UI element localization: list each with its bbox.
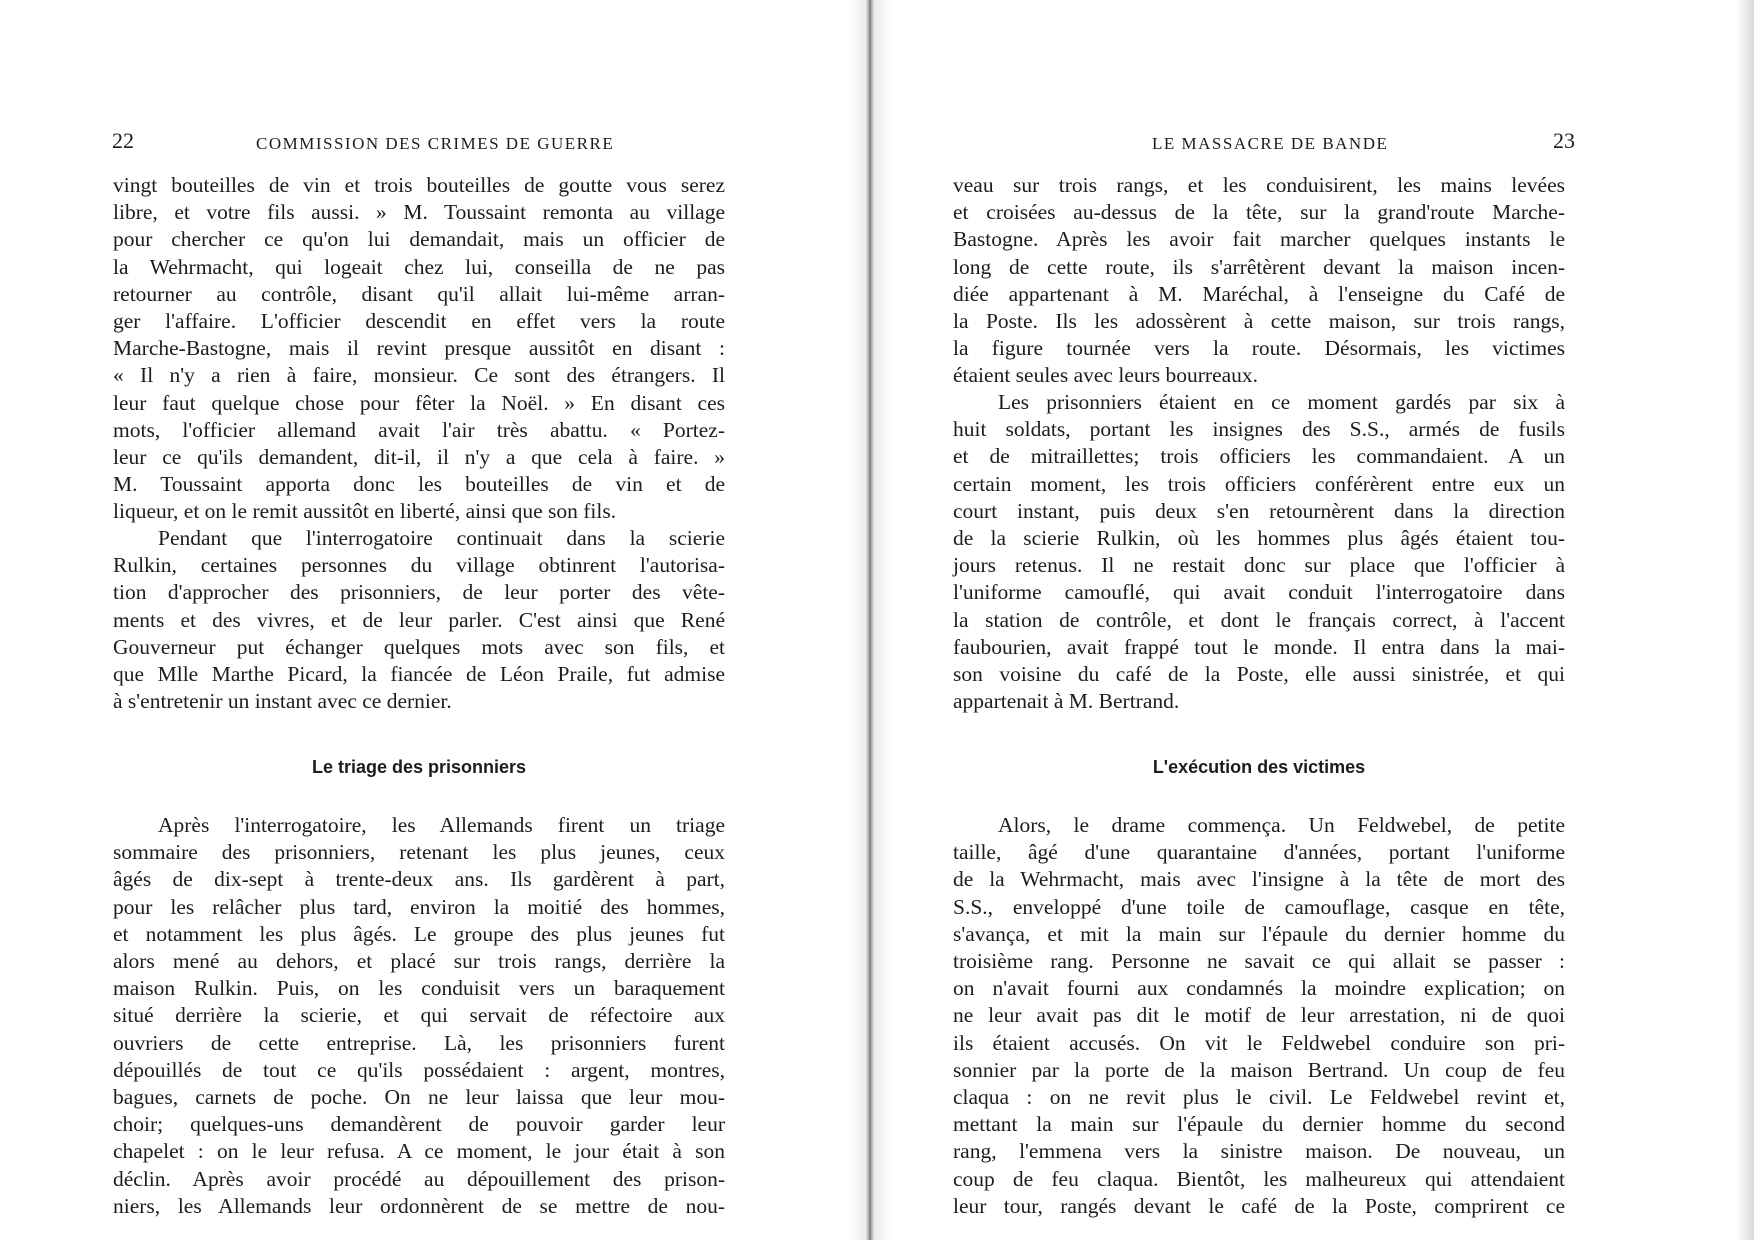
text-line: ments et des vivres, et de leur parler. C'est ainsi que René bbox=[113, 607, 725, 632]
text-line: leur ce qu'ils demandent, dit-il, il n'y a que cela à faire. » bbox=[113, 445, 725, 470]
left-paragraph-2 bbox=[113, 525, 725, 715]
text-line: l'uniforme camouflé, qui avait conduit l'interrogatoire dans bbox=[953, 580, 1565, 605]
text-line: troisième rang. Personne ne savait ce qui allait se passer : bbox=[953, 949, 1565, 974]
left-running-header: COMMISSION DES CRIMES DE GUERRE bbox=[256, 134, 615, 153]
text-line: son voisine du café de la Poste, elle aussi sinistrée, et qui bbox=[953, 662, 1565, 687]
text-line: et croisées au-dessus de la tête, sur la grand'route Marche- bbox=[953, 200, 1565, 225]
text-line: Bastogne. Après les avoir fait marcher quelques instants le bbox=[953, 227, 1565, 252]
text-line: et notamment les plus âgés. Le groupe des plus jeunes fut bbox=[113, 921, 725, 946]
text-line: long de cette route, ils s'arrêtèrent devant la maison incen- bbox=[953, 254, 1565, 279]
text-line: que Mlle Marthe Picard, la fiancée de Léon Praile, fut admise bbox=[113, 662, 725, 687]
left-page-number: 22 bbox=[112, 128, 134, 153]
text-line: Gouverneur put échanger quelques mots avec son fils, et bbox=[113, 634, 725, 659]
right-running-header: LE MASSACRE DE BANDE bbox=[1152, 134, 1389, 153]
left-paragraph-1 bbox=[113, 172, 725, 526]
text-line: huit soldats, portant les insignes des S.S., armés de fusils bbox=[953, 417, 1565, 442]
text-line: ger l'affaire. L'officier descendit en effet vers la route bbox=[113, 309, 725, 334]
text-line: à s'entretenir un instant avec ce dernier. bbox=[113, 689, 452, 714]
text-line: pour les relâcher plus tard, environ la moitié des hommes, bbox=[113, 894, 725, 919]
text-line: retourner au contrôle, disant qu'il allait lui-même arran- bbox=[113, 281, 725, 306]
text-line: leur faut quelque chose pour fêter la Noël. » En disant ces bbox=[113, 390, 725, 415]
page-edge bbox=[1736, 0, 1754, 1240]
right-paragraph-2 bbox=[953, 389, 1565, 715]
text-line: tion d'approcher des prisonniers, de leur porter des vête- bbox=[113, 580, 725, 605]
text-line: Marche-Bastogne, mais il revint presque aussitôt en disant : bbox=[113, 336, 725, 361]
text-line: Rulkin, certaines personnes du village obtinrent l'autorisa- bbox=[113, 553, 725, 578]
text-line: de la scierie Rulkin, où les hommes plus âgés étaient tou- bbox=[953, 526, 1565, 551]
text-line: sonnier par la porte de la maison Bertrand. Un coup de feu bbox=[953, 1057, 1565, 1082]
text-line: dépouillés de tout ce qu'ils possédaient : argent, montres, bbox=[113, 1057, 725, 1082]
text-line: Après l'interrogatoire, les Allemands firent un triage bbox=[158, 813, 725, 837]
text-line: âgés de dix-sept à trente-deux ans. Ils gardèrent à part, bbox=[113, 867, 725, 892]
left-page bbox=[0, 0, 870, 1240]
text-line: diée appartenant à M. Maréchal, à l'enseigne du Café de bbox=[953, 281, 1565, 306]
text-line: situé derrière la scierie, et qui servait de réfectoire aux bbox=[113, 1003, 725, 1028]
right-page-number: 23 bbox=[1553, 128, 1575, 153]
text-line: taille, âgé d'une quarantaine d'années, portant l'uniforme bbox=[953, 840, 1565, 865]
text-line: veau sur trois rangs, et les conduisirent, les mains levées bbox=[953, 173, 1565, 197]
text-line: leur tour, rangés devant le café de la Poste, comprirent ce bbox=[953, 1193, 1565, 1218]
text-line: Les prisonniers étaient en ce moment gardés par six à bbox=[998, 390, 1565, 414]
text-line: Alors, le drame commença. Un Feldwebel, de petite bbox=[998, 813, 1565, 837]
text-line: chapelet : on le leur refusa. A ce moment, le jour était à son bbox=[113, 1139, 725, 1164]
text-line: liqueur, et on le remit aussitôt en liberté, ainsi que son fils. bbox=[113, 499, 617, 524]
left-section-heading: Le triage des prisonniers bbox=[311, 757, 527, 777]
text-line: alors mené au dehors, et placé sur trois rangs, derrière la bbox=[113, 949, 725, 974]
left-paragraph-3 bbox=[113, 812, 725, 1220]
right-paragraph-1 bbox=[953, 172, 1565, 390]
right-section-heading: L'exécution des victimes bbox=[1152, 757, 1366, 777]
right-page bbox=[870, 0, 1754, 1240]
text-line: libre, et votre fils aussi. » M. Toussaint remonta au village bbox=[113, 200, 725, 225]
text-line: sommaire des prisonniers, retenant les plus jeunes, ceux bbox=[113, 840, 725, 865]
text-line: Pendant que l'interrogatoire continuait dans la scierie bbox=[158, 526, 725, 550]
text-line: mettant la main sur l'épaule du dernier homme du second bbox=[953, 1112, 1565, 1137]
text-line: déclin. Après avoir procédé au dépouillement des prison- bbox=[113, 1166, 725, 1191]
text-line: vingt bouteilles de vin et trois bouteilles de goutte vous serez bbox=[113, 173, 725, 197]
book-gutter bbox=[848, 0, 892, 1240]
text-line: S.S., enveloppé d'une toile de camouflage, casque en tête, bbox=[953, 894, 1565, 919]
text-line: court instant, puis deux s'en retournèrent dans la direction bbox=[953, 498, 1565, 523]
text-line: mots, l'officier allemand avait l'air très abattu. « Portez- bbox=[113, 417, 725, 442]
text-line: on n'avait fourni aux condamnés la moindre explication; on bbox=[953, 976, 1565, 1001]
text-line: ils étaient accusés. On vit le Feldwebel conduire son pri- bbox=[953, 1030, 1565, 1055]
text-line: la Wehrmacht, qui logeait chez lui, conseilla de ne pas bbox=[113, 254, 725, 279]
text-line: et de mitraillettes; trois officiers les commandaient. A un bbox=[953, 444, 1565, 469]
text-line: coup de feu claqua. Bientôt, les malheureux qui attendaient bbox=[953, 1166, 1565, 1191]
text-line: certain moment, les trois officiers conférèrent entre eux un bbox=[953, 471, 1565, 496]
text-line: faubourien, avait frappé tout le monde. Il entra dans la mai- bbox=[953, 634, 1565, 659]
text-line: rang, l'emmena vers la sinistre maison. De nouveau, un bbox=[953, 1139, 1565, 1164]
text-line: la station de contrôle, et dont le français correct, à l'accent bbox=[953, 607, 1565, 632]
text-line: s'avança, et mit la main sur l'épaule du dernier homme du bbox=[953, 921, 1565, 946]
text-line: niers, les Allemands leur ordonnèrent de se mettre de nou- bbox=[113, 1193, 725, 1218]
text-line: bagues, carnets de poche. On ne leur laissa que leur mou- bbox=[113, 1085, 725, 1110]
text-line: choir; quelques-uns demandèrent de pouvoir garder leur bbox=[113, 1112, 725, 1137]
text-line: étaient seules avec leurs bourreaux. bbox=[953, 363, 1259, 388]
text-line: de la Wehrmacht, mais avec l'insigne à la tête de mort des bbox=[953, 867, 1565, 892]
text-line: la Poste. Ils les adossèrent à cette maison, sur trois rangs, bbox=[953, 309, 1565, 334]
text-line: pour chercher ce qu'on lui demandait, mais un officier de bbox=[113, 227, 725, 252]
text-line: ne leur avait pas dit le motif de leur arrestation, ni de quoi bbox=[953, 1003, 1565, 1028]
right-paragraph-3 bbox=[953, 812, 1565, 1220]
text-line: maison Rulkin. Puis, on les conduisit vers un baraquement bbox=[113, 976, 725, 1001]
text-line: « Il n'y a rien à faire, monsieur. Ce sont des étrangers. Il bbox=[113, 363, 725, 388]
text-line: ouvriers de cette entreprise. Là, les prisonniers furent bbox=[113, 1030, 725, 1055]
text-line: jours retenus. Il ne restait donc sur place que l'officier à bbox=[953, 553, 1565, 578]
text-line: claqua : on ne revit plus le civil. Le Feldwebel revint et, bbox=[953, 1085, 1565, 1110]
text-line: la figure tournée vers la route. Désormais, les victimes bbox=[953, 336, 1565, 361]
text-line: M. Toussaint apporta donc les bouteilles de vin et de bbox=[113, 472, 725, 497]
text-line: appartenait à M. Bertrand. bbox=[953, 689, 1180, 714]
